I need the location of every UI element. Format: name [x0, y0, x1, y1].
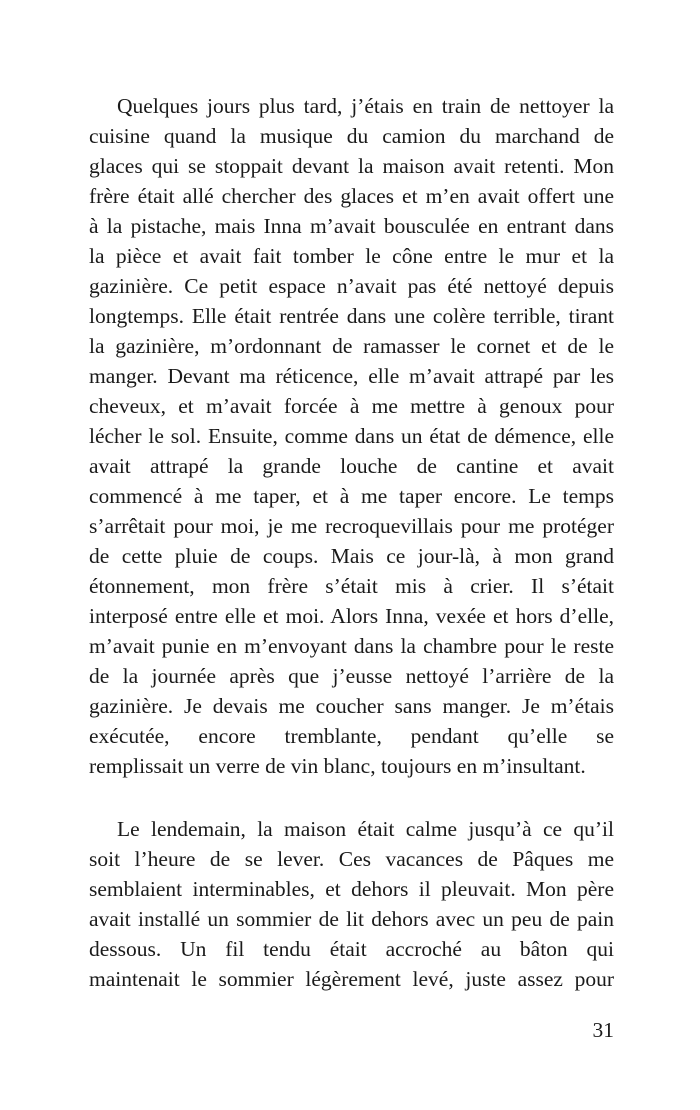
paragraph-line: semblaient interminables, et dehors il pleuvait. Mon père [89, 877, 614, 901]
paragraph-2 [89, 814, 614, 994]
paragraph-line: interposé entre elle et moi. Alors Inna, vexée et hors d’elle, [89, 604, 614, 628]
paragraph-line: soit l’heure de se lever. Ces vacances de Pâques me [89, 847, 614, 871]
paragraph-line: m’avait punie en m’envoyant dans la chambre pour le reste [89, 634, 614, 658]
paragraph-line: lécher le sol. Ensuite, comme dans un état de démence, elle [89, 424, 614, 448]
paragraph-line: s’arrêtait pour moi, je me recroquevillais pour me protéger [89, 514, 614, 538]
paragraph-line: longtemps. Elle était rentrée dans une colère terrible, tirant [89, 304, 614, 328]
paragraph-line: manger. Devant ma réticence, elle m’avait attrapé par les [89, 364, 614, 388]
paragraph-line: remplissait un verre de vin blanc, toujours en m’insultant. [89, 754, 586, 778]
page-number: 31 [592, 1018, 614, 1042]
paragraph-line: à la pistache, mais Inna m’avait bousculée en entrant dans [89, 214, 614, 238]
paragraph-line: de la journée après que j’eusse nettoyé l’arrière de la [89, 664, 614, 688]
paragraph-line: la pièce et avait fait tomber le cône entre le mur et la [89, 244, 614, 268]
paragraph-line: commencé à me taper, et à me taper encore. Le temps [89, 484, 614, 508]
paragraph-line: exécutée, encore tremblante, pendant qu’elle se [89, 724, 614, 748]
paragraph-line: avait attrapé la grande louche de cantine et avait [89, 454, 614, 478]
paragraph-line: avait installé un sommier de lit dehors avec un peu de pain [89, 907, 614, 931]
paragraph-line: dessous. Un fil tendu était accroché au bâton qui [89, 937, 614, 961]
paragraph-line: Le lendemain, la maison était calme jusqu’à ce qu’il [117, 817, 614, 841]
paragraph-line: gazinière. Je devais me coucher sans manger. Je m’étais [89, 694, 614, 718]
paragraph-line: cuisine quand la musique du camion du marchand de [89, 124, 614, 148]
paragraph-line: Quelques jours plus tard, j’étais en train de nettoyer la [117, 94, 614, 118]
paragraph-line: la gazinière, m’ordonnant de ramasser le cornet et de le [89, 334, 614, 358]
paragraph-line: frère était allé chercher des glaces et m’en avait offert une [89, 184, 614, 208]
paragraph-line: maintenait le sommier légèrement levé, juste assez pour [89, 967, 614, 991]
paragraph-line: cheveux, et m’avait forcée à me mettre à genoux pour [89, 394, 614, 418]
paragraph-line: de cette pluie de coups. Mais ce jour-là, à mon grand [89, 544, 614, 568]
paragraph-1 [89, 91, 614, 781]
paragraph-line: étonnement, mon frère s’était mis à crier. Il s’était [89, 574, 614, 598]
paragraph-line: gazinière. Ce petit espace n’avait pas été nettoyé depuis [89, 274, 614, 298]
paragraph-line: glaces qui se stoppait devant la maison avait retenti. Mon [89, 154, 614, 178]
